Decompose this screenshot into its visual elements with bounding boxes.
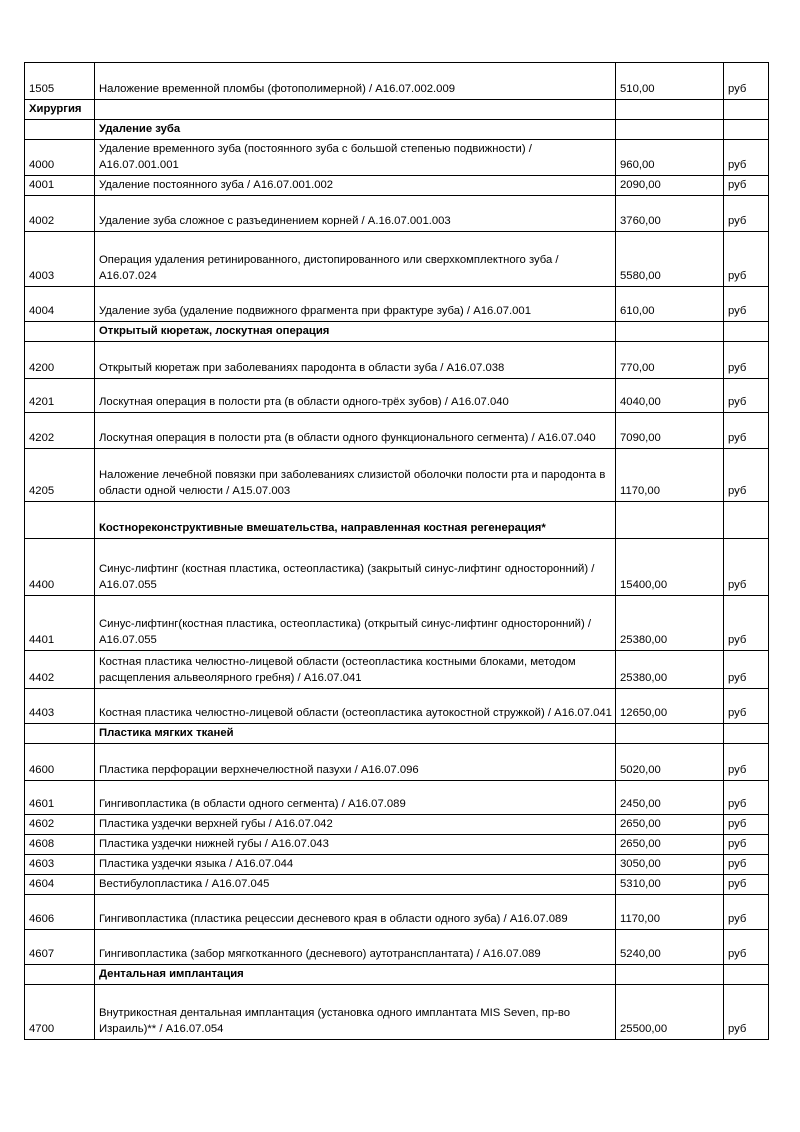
table-row [25, 835, 769, 855]
table-row [25, 815, 769, 835]
table-row [25, 322, 769, 342]
service-unit [724, 965, 769, 985]
service-price [616, 724, 724, 744]
service-code: 1505 [25, 63, 95, 100]
service-name: Гингивопластика (пластика рецессии десневого края в области одного зуба) / A16.07.089 [95, 895, 616, 930]
price-table-wrapper [24, 62, 768, 1040]
service-price: 3760,00 [616, 196, 724, 232]
table-row [25, 895, 769, 930]
service-code: 4603 [25, 855, 95, 875]
service-code [25, 120, 95, 140]
service-unit [724, 322, 769, 342]
section-heading-code: Хирургия [25, 100, 95, 120]
service-price: 610,00 [616, 287, 724, 322]
table-row [25, 855, 769, 875]
price-table-body [25, 63, 769, 1040]
service-unit [724, 100, 769, 120]
service-price: 25380,00 [616, 596, 724, 651]
service-code: 4606 [25, 895, 95, 930]
service-name [95, 100, 616, 120]
service-unit [724, 502, 769, 539]
service-name: Наложение лечебной повязки при заболеваниях слизистой оболочки полости рта и пародонта в области одной челюсти / A15.07.003 [95, 449, 616, 502]
service-unit: руб [724, 651, 769, 689]
service-name: Удаление постоянного зуба / A16.07.001.002 [95, 176, 616, 196]
table-row [25, 413, 769, 449]
service-price: 510,00 [616, 63, 724, 100]
service-code: 4003 [25, 232, 95, 287]
service-unit: руб [724, 140, 769, 176]
table-row [25, 985, 769, 1040]
service-name: Удаление зуба (удаление подвижного фрагмента при фрактуре зуба) / A16.07.001 [95, 287, 616, 322]
service-code: 4601 [25, 781, 95, 815]
service-unit: руб [724, 875, 769, 895]
table-row [25, 120, 769, 140]
table-row [25, 930, 769, 965]
table-row [25, 596, 769, 651]
service-unit: руб [724, 985, 769, 1040]
service-price: 960,00 [616, 140, 724, 176]
service-price [616, 502, 724, 539]
service-code [25, 502, 95, 539]
service-price [616, 100, 724, 120]
service-price: 5240,00 [616, 930, 724, 965]
service-unit: руб [724, 895, 769, 930]
section-heading-name: Открытый кюретаж, лоскутная операция [95, 322, 616, 342]
table-row [25, 63, 769, 100]
service-name: Вестибулопластика / A16.07.045 [95, 875, 616, 895]
service-price: 2090,00 [616, 176, 724, 196]
service-unit: руб [724, 379, 769, 413]
table-row [25, 689, 769, 724]
service-name: Лоскутная операция в полости рта (в области одного функционального сегмента) / A16.07.040 [95, 413, 616, 449]
service-name: Удаление временного зуба (постоянного зуба с большой степенью подвижности) / A16.07.001.001 [95, 140, 616, 176]
table-row [25, 287, 769, 322]
table-row [25, 965, 769, 985]
service-price: 25500,00 [616, 985, 724, 1040]
table-row [25, 651, 769, 689]
service-unit: руб [724, 449, 769, 502]
service-code: 4700 [25, 985, 95, 1040]
service-name: Пластика уздечки верхней губы / A16.07.042 [95, 815, 616, 835]
service-name: Операция удаления ретинированного, дистопированного или сверхкомплектного зуба / A16.07.024 [95, 232, 616, 287]
service-price: 4040,00 [616, 379, 724, 413]
service-name: Удаление зуба сложное с разъединением корней / A.16.07.001.003 [95, 196, 616, 232]
service-code: 4403 [25, 689, 95, 724]
service-unit: руб [724, 63, 769, 100]
service-code: 4607 [25, 930, 95, 965]
service-code: 4004 [25, 287, 95, 322]
service-code [25, 322, 95, 342]
service-unit [724, 724, 769, 744]
service-code: 4205 [25, 449, 95, 502]
section-heading-name: Костнореконструктивные вмешательства, направленная костная регенерация* [95, 502, 616, 539]
service-code: 4401 [25, 596, 95, 651]
service-code: 4000 [25, 140, 95, 176]
service-code [25, 724, 95, 744]
service-code: 4201 [25, 379, 95, 413]
service-name: Синус-лифтинг(костная пластика, остеопластика) (открытый синус-лифтинг односторонний) / A16.07.055 [95, 596, 616, 651]
table-row [25, 781, 769, 815]
service-name: Пластика уздечки нижней губы / A16.07.043 [95, 835, 616, 855]
service-price: 5310,00 [616, 875, 724, 895]
section-heading-name: Дентальная имплантация [95, 965, 616, 985]
service-code: 4001 [25, 176, 95, 196]
section-heading-name: Пластика мягких тканей [95, 724, 616, 744]
service-price: 12650,00 [616, 689, 724, 724]
table-row [25, 539, 769, 596]
service-price: 7090,00 [616, 413, 724, 449]
service-price: 770,00 [616, 342, 724, 379]
service-name: Пластика уздечки языка / A16.07.044 [95, 855, 616, 875]
table-row [25, 232, 769, 287]
service-code: 4600 [25, 744, 95, 781]
price-table [24, 62, 769, 1040]
service-unit: руб [724, 287, 769, 322]
service-price: 2650,00 [616, 835, 724, 855]
service-unit [724, 120, 769, 140]
service-name: Пластика перфорации верхнечелюстной пазухи / A16.07.096 [95, 744, 616, 781]
service-price: 15400,00 [616, 539, 724, 596]
table-row [25, 342, 769, 379]
service-name: Гингивопластика (забор мягкотканного (десневого) аутотрансплантата) / A16.07.089 [95, 930, 616, 965]
service-unit: руб [724, 815, 769, 835]
service-code: 4400 [25, 539, 95, 596]
service-price: 2650,00 [616, 815, 724, 835]
service-unit: руб [724, 689, 769, 724]
table-row [25, 502, 769, 539]
section-heading-name: Удаление зуба [95, 120, 616, 140]
table-row [25, 449, 769, 502]
table-row [25, 724, 769, 744]
service-price: 5580,00 [616, 232, 724, 287]
table-row [25, 196, 769, 232]
service-price: 5020,00 [616, 744, 724, 781]
service-unit: руб [724, 781, 769, 815]
service-code: 4002 [25, 196, 95, 232]
service-name: Открытый кюретаж при заболеваниях пародонта в области зуба / A16.07.038 [95, 342, 616, 379]
service-unit: руб [724, 835, 769, 855]
service-price: 25380,00 [616, 651, 724, 689]
service-code [25, 965, 95, 985]
service-price: 1170,00 [616, 449, 724, 502]
service-unit: руб [724, 930, 769, 965]
table-row [25, 379, 769, 413]
service-unit: руб [724, 855, 769, 875]
service-price: 3050,00 [616, 855, 724, 875]
service-code: 4402 [25, 651, 95, 689]
service-name: Наложение временной пломбы (фотополимерной) / A16.07.002.009 [95, 63, 616, 100]
service-code: 4602 [25, 815, 95, 835]
service-price: 2450,00 [616, 781, 724, 815]
service-code: 4608 [25, 835, 95, 855]
service-name: Гингивопластика (в области одного сегмента) / A16.07.089 [95, 781, 616, 815]
service-name: Костная пластика челюстно-лицевой области (остеопластика костными блоками, методом расщепления альвеолярного гребня) / A16.07.041 [95, 651, 616, 689]
service-code: 4200 [25, 342, 95, 379]
service-unit: руб [724, 539, 769, 596]
service-name: Внутрикостная дентальная имплантация (установка одного имплантата MIS Seven, пр-во Израиль)** / A16.07.054 [95, 985, 616, 1040]
table-row [25, 875, 769, 895]
service-price [616, 120, 724, 140]
service-price [616, 322, 724, 342]
service-unit: руб [724, 342, 769, 379]
service-code: 4604 [25, 875, 95, 895]
service-name: Костная пластика челюстно-лицевой области (остеопластика аутокостной стружкой) / A16.07.041 [95, 689, 616, 724]
service-unit: руб [724, 232, 769, 287]
service-unit: руб [724, 176, 769, 196]
service-price [616, 965, 724, 985]
service-name: Лоскутная операция в полости рта (в области одного-трёх зубов) / A16.07.040 [95, 379, 616, 413]
table-row [25, 176, 769, 196]
service-code: 4202 [25, 413, 95, 449]
service-unit: руб [724, 744, 769, 781]
service-unit: руб [724, 413, 769, 449]
table-row [25, 100, 769, 120]
service-price: 1170,00 [616, 895, 724, 930]
table-row [25, 744, 769, 781]
service-name: Синус-лифтинг (костная пластика, остеопластика) (закрытый синус-лифтинг односторонний) / A16.07.055 [95, 539, 616, 596]
service-unit: руб [724, 196, 769, 232]
table-row [25, 140, 769, 176]
service-unit: руб [724, 596, 769, 651]
